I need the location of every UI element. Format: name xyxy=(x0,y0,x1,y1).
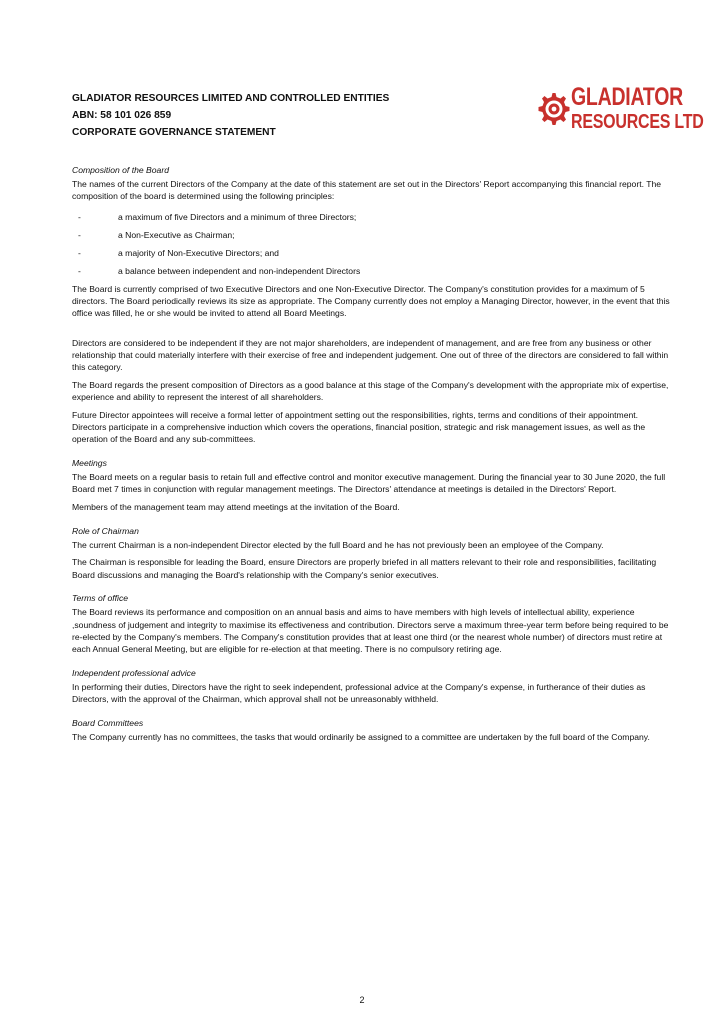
gear-icon xyxy=(537,87,571,131)
bullet-dash: - xyxy=(78,229,81,240)
list-item-text: a Non-Executive as Chairman; xyxy=(118,229,235,240)
composition-paragraph-1: The Board is currently comprised of two Executive Directors and one Non-Executive Director. The Company's constitution provides for a maximum of 5 directors. The Board periodically reviews its size as appropriate. The Company currently does not employ a Managing Director, however, in the event that this office was filled, he or she would be invited to attend all Board Meetings. xyxy=(72,283,670,319)
page-number: 2 xyxy=(359,995,365,1005)
meetings-paragraph-1: The Board meets on a regular basis to retain full and effective control and monitor executive management. During the financial year to 30 June 2020, the full Board met 7 times in conjunction with regular management meetings. The Directors' attendance at meetings is detailed in the Directors' Report. xyxy=(72,472,666,495)
bullet-dash: - xyxy=(78,265,81,276)
section-title-committees: Board Committees xyxy=(72,717,144,728)
logo-wordmark-bottom: RESOURCES LTD xyxy=(571,110,704,133)
composition-principles-list xyxy=(72,205,672,280)
logo-wordmark-top: GLADIATOR xyxy=(571,83,684,111)
section-title-advice: Independent professional advice xyxy=(72,667,196,678)
committees-paragraph-1: The Company currently has no committees, the tasks that would ordinarily be assigned to a committee are undertaken by the full board of the Company. xyxy=(72,731,650,742)
section-title-chairman: Role of Chairman xyxy=(72,525,139,536)
company-logo xyxy=(537,83,704,138)
composition-intro: The names of the current Directors of the Company at the date of this statement are set out in the Directors' Report accompanying this financial report. The composition of the board is determined using the following principles: xyxy=(72,179,662,202)
bullet-dash: - xyxy=(78,211,81,222)
list-item-text: a maximum of five Directors and a minimum of three Directors; xyxy=(118,211,357,222)
bullet-dash: - xyxy=(78,247,81,258)
list-item-text: a balance between independent and non-independent Directors xyxy=(118,265,361,276)
advice-paragraph-1: In performing their duties, Directors have the right to seek independent, professional advice at the Company's expense, in furtherance of their duties as Directors, with the approval of the Chairman, which approval shall not be unreasonably withheld. xyxy=(72,681,646,704)
list-item-text: a majority of Non-Executive Directors; and xyxy=(118,247,279,258)
composition-paragraph-3: The Board regards the present composition of Directors as a good balance at this stage of the Company's development with the appropriate mix of expertise, experience and ability to represent the interest of all shareholders. xyxy=(72,380,669,403)
section-title-meetings: Meetings xyxy=(72,458,107,469)
meetings-paragraph-2: Members of the management team may attend meetings at the invitation of the Board. xyxy=(72,502,400,513)
chairman-paragraph-1: The current Chairman is a non-independent Director elected by the full Board and he has not previously been an employee of the Company. xyxy=(72,539,604,550)
chairman-paragraph-2: The Chairman is responsible for leading the Board, ensure Directors are properly briefed in all matters relevant to their role and responsibilities, facilitating Board discussions and managing the Board's relationship with the Company's senior executives. xyxy=(72,557,657,580)
company-name: GLADIATOR RESOURCES LIMITED AND CONTROLLED ENTITIES xyxy=(72,93,390,104)
composition-paragraph-4: Future Director appointees will receive a formal letter of appointment setting out the responsibilities, rights, terms and conditions of their appointment. Directors participate in a comprehensive induction which covers the operations, financial position, strategic and risk management issues, as well as the operation of the Board and any sub-committees. xyxy=(72,410,646,445)
list-item xyxy=(72,259,672,280)
statement-title: CORPORATE GOVERNANCE STATEMENT xyxy=(72,127,276,138)
composition-paragraph-2: Directors are considered to be independent if they are not major shareholders, are independent of management, and are free from any business or other relationship that could materially interfere with their exercise of free and independent judgement. One out of three of the directors are considered to fall within this category. xyxy=(72,338,669,373)
section-title-terms: Terms of office xyxy=(72,593,129,604)
document-header xyxy=(72,90,452,141)
section-title-composition: Composition of the Board xyxy=(72,165,169,175)
document-body xyxy=(72,164,672,748)
terms-paragraph-1: The Board reviews its performance and composition on an annual basis and aims to have members with high levels of intellectual ability, experience ,soundness of judgement and integrity to maximise its effectiveness and contribution. Directors serve a maximum three-year term before being required to be re-elected by the Company's members. The Company's constitution provides that at least one third (or the nearest whole number) of directors must retire at each Annual General Meeting, but are eligible for re-election at that meeting. There is no compulsory retiring age. xyxy=(72,607,669,654)
abn-number: ABN: 58 101 026 859 xyxy=(72,110,172,121)
